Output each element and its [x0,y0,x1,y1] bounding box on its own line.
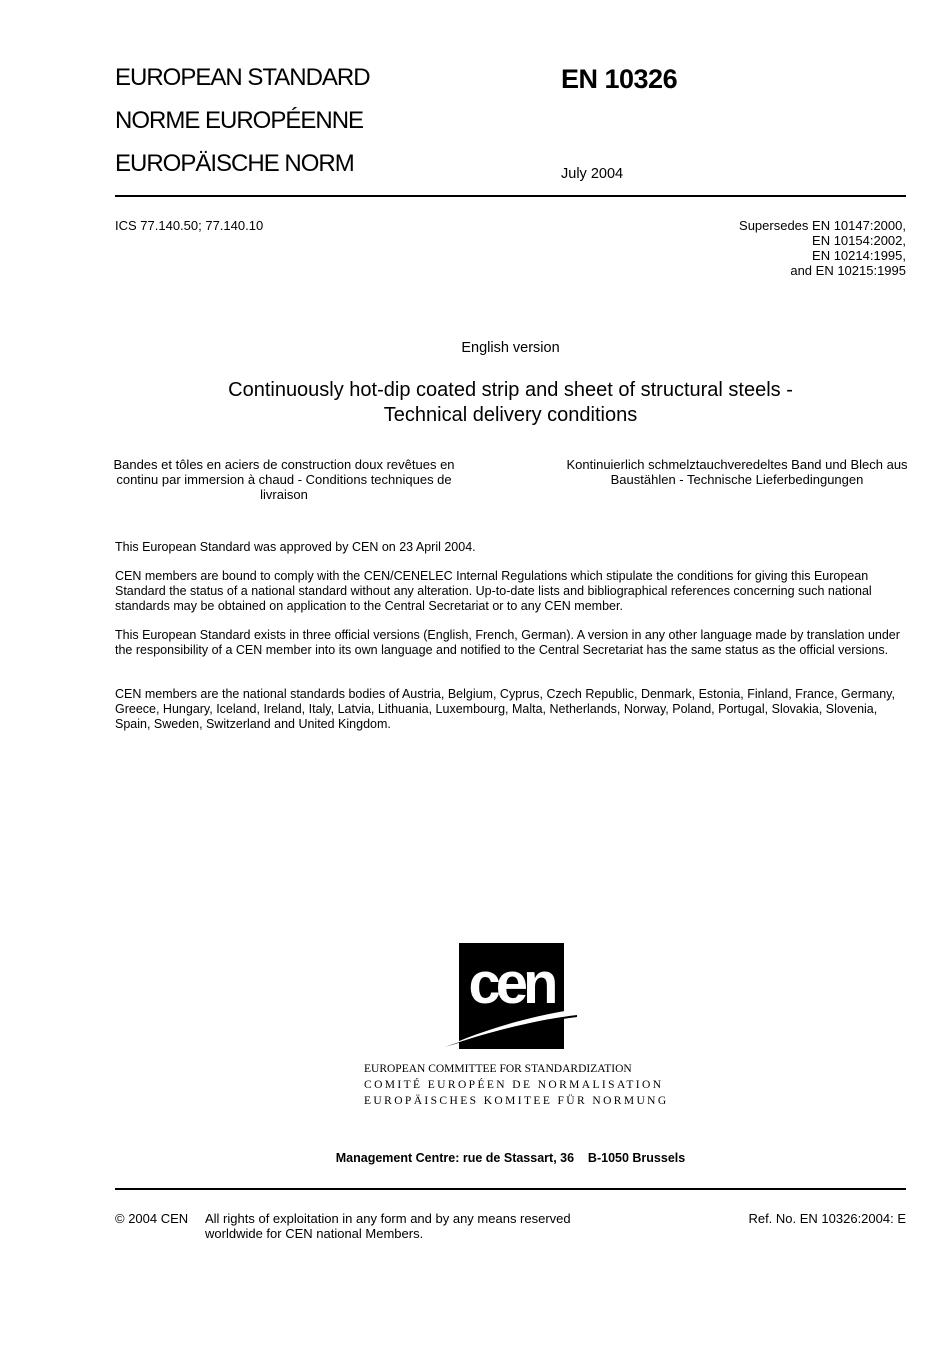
committee-name-de: EUROPÄISCHES KOMITEE FÜR NORMUNG [364,1095,669,1107]
footer-rule [115,1188,906,1190]
french-title [106,457,462,502]
header-rule [115,195,906,197]
french-title-line: continu par immersion à chaud - Conditions techniques de [116,472,452,487]
supersedes-line: EN 10214:1995, [812,248,906,263]
cen-logo-graphic [445,943,580,1050]
management-centre: Management Centre: rue de Stassart, 36 B-1050 Brussels [335,1151,686,1165]
supersedes-line: and EN 10215:1995 [790,263,906,278]
copyright: © 2004 CEN [115,1211,189,1226]
rights-statement [205,1211,571,1241]
version-label: English version [461,340,560,356]
document-title [0,378,950,428]
french-title-line: Bandes et tôles en aciers de construction doux revêtues en [113,457,455,472]
german-title-line: Baustählen - Technische Lieferbedingungen [610,472,864,487]
committee-name-en: EUROPEAN COMMITTEE FOR STANDARDIZATION [364,1063,632,1075]
supersedes-block [739,218,906,278]
supersedes-line: Supersedes EN 10147:2000, [739,218,906,233]
document-title-line: Continuously hot-dip coated strip and sheet of structural steels - [228,379,793,401]
cen-logo [445,943,580,1050]
committee-name-fr: COMITÉ EUROPÉEN DE NORMALISATION [364,1079,664,1091]
ics-codes: ICS 77.140.50; 77.140.10 [115,218,264,233]
reference-number: Ref. No. EN 10326:2004: E [748,1211,906,1226]
standard-number: EN 10326 [561,64,678,94]
cen-wordmark: cen [468,951,554,1016]
approval-paragraph: This European Standard was approved by CEN on 23 April 2004. [115,540,476,554]
title-fr: NORME EUROPÉENNE [115,107,364,134]
rights-line: All rights of exploitation in any form and by any means reserved [205,1211,571,1226]
rights-line: worldwide for CEN national Members. [205,1226,424,1241]
title-de: EUROPÄISCHE NORM [115,150,354,177]
french-title-line: livraison [260,487,308,502]
german-title-line: Kontinuierlich schmelztauchveredeltes Band und Blech aus [566,457,908,472]
german-title [555,457,919,487]
members-paragraph: CEN members are the national standards bodies of Austria, Belgium, Cyprus, Czech Republic, Denmark, Estonia, Finland, France, Germany, Greece, Hungary, Iceland, Ireland, Italy, Latvia, Lithuania, Luxembourg, Malta, Netherlands, Norway, Poland, Portugal, Slovakia, Slovenia, Spain, Sweden, Switzerland and United Kingdom. [115,687,895,731]
publication-date: July 2004 [561,166,624,182]
versions-paragraph: This European Standard exists in three official versions (English, French, German). A version in any other language made by translation under the responsibility of a CEN member into its own language and notified to the Central Secretariat has the same status as the official versions. [115,628,900,657]
supersedes-line: EN 10154:2002, [812,233,906,248]
compliance-paragraph: CEN members are bound to comply with the CEN/CENELEC Internal Regulations which stipulate the conditions for giving this European Standard the status of a national standard without any alteration. Up-to-date lists and bibliographical references concerning such national standards may be obtained on application to the Central Secretariat or to any CEN member. [115,569,872,613]
document-title-line: Technical delivery conditions [383,404,638,426]
title-en: EUROPEAN STANDARD [115,64,370,91]
